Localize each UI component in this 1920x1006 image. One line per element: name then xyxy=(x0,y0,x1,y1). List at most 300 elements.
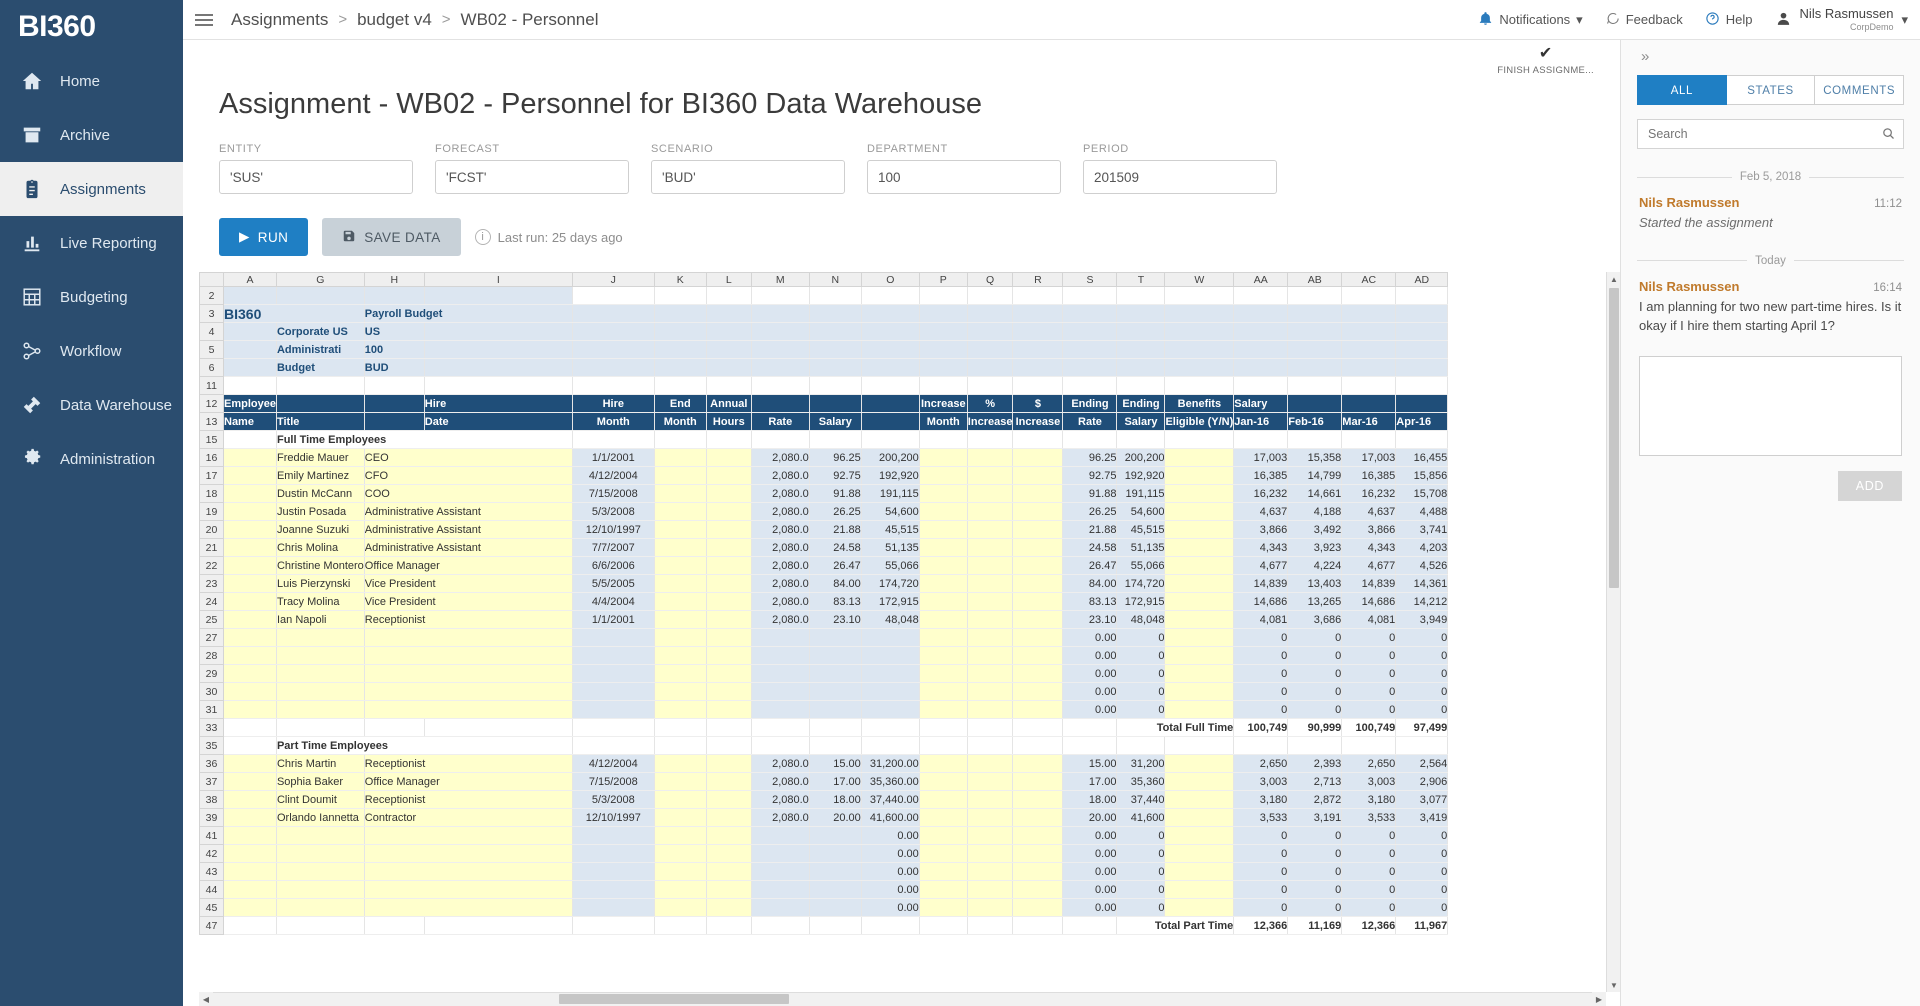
cell[interactable] xyxy=(654,791,706,809)
column-title[interactable] xyxy=(1396,395,1448,413)
cell[interactable] xyxy=(809,341,861,359)
hire-date[interactable] xyxy=(572,899,654,917)
table-row[interactable] xyxy=(200,575,1448,593)
cell[interactable] xyxy=(1117,341,1165,359)
rate[interactable] xyxy=(809,629,861,647)
ending-rate[interactable]: 91.88 xyxy=(1063,485,1117,503)
rate[interactable]: 17.00 xyxy=(809,773,861,791)
cell[interactable] xyxy=(1063,341,1117,359)
cell[interactable] xyxy=(861,287,919,305)
row-header[interactable]: 37 xyxy=(200,773,224,791)
cell[interactable] xyxy=(706,773,751,791)
ending-rate[interactable]: 20.00 xyxy=(1063,809,1117,827)
row-header[interactable]: 12 xyxy=(200,395,224,413)
row-header[interactable]: 23 xyxy=(200,575,224,593)
app-logo[interactable] xyxy=(0,0,183,54)
cell[interactable] xyxy=(1165,557,1234,575)
cell[interactable] xyxy=(224,845,277,863)
month-value[interactable]: 0 xyxy=(1234,827,1288,845)
month-value[interactable]: 0 xyxy=(1342,827,1396,845)
month-value[interactable]: 3,180 xyxy=(1234,791,1288,809)
table-row[interactable] xyxy=(200,845,1448,863)
cell[interactable] xyxy=(224,701,277,719)
cell[interactable] xyxy=(224,485,277,503)
cell[interactable] xyxy=(919,665,967,683)
row-header[interactable]: 42 xyxy=(200,845,224,863)
entity-input[interactable] xyxy=(219,160,413,194)
ending-rate[interactable]: 26.25 xyxy=(1063,503,1117,521)
cell[interactable] xyxy=(364,287,424,305)
employee-title[interactable] xyxy=(364,665,572,683)
cell[interactable] xyxy=(967,809,1013,827)
row-header[interactable]: 36 xyxy=(200,755,224,773)
sidebar-item-data-warehouse[interactable] xyxy=(0,378,183,432)
month-value[interactable]: 4,677 xyxy=(1234,557,1288,575)
column-title[interactable]: Name xyxy=(224,413,277,431)
cell[interactable] xyxy=(1396,737,1448,755)
table-row[interactable] xyxy=(200,863,1448,881)
cell[interactable] xyxy=(1013,683,1063,701)
corner-select-all[interactable] xyxy=(200,273,224,287)
cell[interactable] xyxy=(967,503,1013,521)
cell[interactable] xyxy=(224,665,277,683)
employee-name[interactable]: Tracy Molina xyxy=(276,593,364,611)
cell[interactable] xyxy=(706,449,751,467)
cell[interactable] xyxy=(276,719,364,737)
annual-hours[interactable]: 2,080.0 xyxy=(751,449,809,467)
month-value[interactable]: 0 xyxy=(1288,863,1342,881)
search-icon[interactable] xyxy=(1881,126,1896,141)
salary[interactable]: 41,600.00 xyxy=(861,809,919,827)
cell[interactable] xyxy=(654,719,706,737)
rate[interactable] xyxy=(809,899,861,917)
ending-salary[interactable]: 200,200 xyxy=(1117,449,1165,467)
cell[interactable] xyxy=(1013,755,1063,773)
cell[interactable] xyxy=(706,287,751,305)
sidebar-item-budgeting[interactable] xyxy=(0,270,183,324)
column-header[interactable]: AC xyxy=(1342,273,1396,287)
cell[interactable] xyxy=(1165,827,1234,845)
month-value[interactable]: 3,003 xyxy=(1234,773,1288,791)
employee-title[interactable]: Contractor xyxy=(364,809,572,827)
cell[interactable] xyxy=(919,341,967,359)
employee-name[interactable] xyxy=(276,827,364,845)
column-title[interactable] xyxy=(1288,395,1342,413)
employee-name[interactable]: Christine Montero xyxy=(276,557,364,575)
row-header[interactable]: 30 xyxy=(200,683,224,701)
ending-salary[interactable]: 45,515 xyxy=(1117,521,1165,539)
month-value[interactable]: 15,856 xyxy=(1396,467,1448,485)
month-value[interactable]: 2,650 xyxy=(1342,755,1396,773)
cell[interactable] xyxy=(654,827,706,845)
cell[interactable] xyxy=(224,629,277,647)
employee-title[interactable] xyxy=(364,863,572,881)
cell[interactable] xyxy=(1165,377,1234,395)
sidebar-item-workflow[interactable] xyxy=(0,324,183,378)
row-header[interactable]: 28 xyxy=(200,647,224,665)
salary[interactable] xyxy=(861,701,919,719)
total-label[interactable]: Total Part Time xyxy=(1117,917,1234,935)
cell[interactable] xyxy=(1342,377,1396,395)
cell[interactable] xyxy=(654,899,706,917)
month-value[interactable]: 0 xyxy=(1342,683,1396,701)
salary[interactable]: 48,048 xyxy=(861,611,919,629)
column-title[interactable] xyxy=(809,395,861,413)
cell[interactable] xyxy=(224,755,277,773)
month-value[interactable]: 0 xyxy=(1234,881,1288,899)
ending-salary[interactable]: 0 xyxy=(1117,647,1165,665)
table-row[interactable] xyxy=(200,611,1448,629)
cell[interactable] xyxy=(424,287,572,305)
column-title[interactable] xyxy=(364,413,424,431)
cell[interactable] xyxy=(967,575,1013,593)
cell[interactable] xyxy=(1013,341,1063,359)
column-title[interactable] xyxy=(276,395,364,413)
cell[interactable] xyxy=(919,647,967,665)
month-value[interactable]: 3,003 xyxy=(1342,773,1396,791)
ending-salary[interactable]: 192,920 xyxy=(1117,467,1165,485)
annual-hours[interactable]: 2,080.0 xyxy=(751,485,809,503)
cell[interactable] xyxy=(967,539,1013,557)
cell[interactable] xyxy=(654,431,706,449)
column-header[interactable]: I xyxy=(424,273,572,287)
row-header[interactable]: 39 xyxy=(200,809,224,827)
cell[interactable] xyxy=(1342,341,1396,359)
cell[interactable] xyxy=(1165,503,1234,521)
add-comment-button[interactable]: ADD xyxy=(1838,471,1902,501)
cell[interactable] xyxy=(276,917,364,935)
cell[interactable] xyxy=(572,719,654,737)
row-header[interactable]: 45 xyxy=(200,899,224,917)
cell[interactable] xyxy=(572,341,654,359)
ending-rate[interactable]: 0.00 xyxy=(1063,899,1117,917)
hire-date[interactable] xyxy=(572,845,654,863)
month-value[interactable]: 0 xyxy=(1396,881,1448,899)
month-value[interactable]: 2,393 xyxy=(1288,755,1342,773)
ending-salary[interactable]: 174,720 xyxy=(1117,575,1165,593)
sidebar-item-assignments[interactable] xyxy=(0,162,183,216)
hire-date[interactable]: 4/12/2004 xyxy=(572,467,654,485)
cell[interactable] xyxy=(1396,305,1448,323)
cell[interactable] xyxy=(967,773,1013,791)
table-row[interactable] xyxy=(200,593,1448,611)
cell[interactable] xyxy=(809,287,861,305)
salary[interactable] xyxy=(861,683,919,701)
ending-rate[interactable]: 0.00 xyxy=(1063,647,1117,665)
cell[interactable] xyxy=(1165,539,1234,557)
column-title[interactable] xyxy=(1342,395,1396,413)
cell[interactable] xyxy=(751,719,809,737)
cell[interactable] xyxy=(654,737,706,755)
column-header[interactable]: W xyxy=(1165,273,1234,287)
cell[interactable] xyxy=(572,359,654,377)
cell[interactable] xyxy=(967,737,1013,755)
employee-name[interactable] xyxy=(276,647,364,665)
section-label[interactable]: Full Time Employees xyxy=(276,431,572,449)
department-input[interactable] xyxy=(867,160,1061,194)
row-header[interactable]: 2 xyxy=(200,287,224,305)
column-title[interactable]: Ending xyxy=(1063,395,1117,413)
cell[interactable] xyxy=(706,827,751,845)
cell[interactable] xyxy=(967,719,1013,737)
cell[interactable] xyxy=(1165,521,1234,539)
month-value[interactable]: 0 xyxy=(1342,899,1396,917)
ending-rate[interactable]: 0.00 xyxy=(1063,881,1117,899)
cell[interactable] xyxy=(224,917,277,935)
scroll-left-arrow[interactable]: ◀ xyxy=(199,992,213,1006)
cell[interactable] xyxy=(1342,323,1396,341)
ending-salary[interactable]: 41,600 xyxy=(1117,809,1165,827)
month-value[interactable]: 0 xyxy=(1234,899,1288,917)
month-value[interactable]: 0 xyxy=(1342,845,1396,863)
cell[interactable] xyxy=(919,377,967,395)
cell[interactable] xyxy=(1234,341,1288,359)
cell[interactable] xyxy=(1165,647,1234,665)
month-value[interactable]: 0 xyxy=(1396,863,1448,881)
table-row[interactable] xyxy=(200,665,1448,683)
cell[interactable] xyxy=(1063,719,1117,737)
employee-title[interactable] xyxy=(364,647,572,665)
cell[interactable] xyxy=(1396,287,1448,305)
sheet-meta-value[interactable]: 100 xyxy=(364,341,424,359)
table-row[interactable] xyxy=(200,341,1448,359)
month-value[interactable]: 4,081 xyxy=(1342,611,1396,629)
month-value[interactable]: 3,533 xyxy=(1234,809,1288,827)
row-header[interactable]: 6 xyxy=(200,359,224,377)
annual-hours[interactable] xyxy=(751,629,809,647)
cell[interactable] xyxy=(919,593,967,611)
sidebar-item-live-reporting[interactable] xyxy=(0,216,183,270)
month-value[interactable]: 13,403 xyxy=(1288,575,1342,593)
month-value[interactable]: 0 xyxy=(1342,863,1396,881)
column-title[interactable]: Annual xyxy=(706,395,751,413)
cell[interactable] xyxy=(706,881,751,899)
employee-name[interactable]: Chris Martin xyxy=(276,755,364,773)
column-title[interactable]: Salary xyxy=(809,413,861,431)
cell[interactable] xyxy=(1165,467,1234,485)
employee-title[interactable] xyxy=(364,683,572,701)
cell[interactable] xyxy=(654,647,706,665)
cell[interactable] xyxy=(572,377,654,395)
cell[interactable] xyxy=(967,305,1013,323)
cell[interactable] xyxy=(1013,899,1063,917)
column-title[interactable]: Benefits xyxy=(1165,395,1234,413)
cell[interactable] xyxy=(1165,359,1234,377)
row-header[interactable]: 25 xyxy=(200,611,224,629)
cell[interactable] xyxy=(654,683,706,701)
employee-name[interactable] xyxy=(276,665,364,683)
month-value[interactable]: 2,564 xyxy=(1396,755,1448,773)
total-row[interactable] xyxy=(200,917,1448,935)
annual-hours[interactable]: 2,080.0 xyxy=(751,575,809,593)
annual-hours[interactable]: 2,080.0 xyxy=(751,611,809,629)
cell[interactable] xyxy=(919,917,967,935)
hire-date[interactable]: 4/12/2004 xyxy=(572,755,654,773)
cell[interactable] xyxy=(1117,359,1165,377)
cell[interactable] xyxy=(967,521,1013,539)
cell[interactable] xyxy=(967,791,1013,809)
month-value[interactable]: 14,212 xyxy=(1396,593,1448,611)
employee-name[interactable]: Justin Posada xyxy=(276,503,364,521)
cell[interactable] xyxy=(1165,341,1234,359)
month-value[interactable]: 0 xyxy=(1396,665,1448,683)
employee-name[interactable]: Freddie Mauer xyxy=(276,449,364,467)
cell[interactable] xyxy=(224,503,277,521)
ending-salary[interactable]: 54,600 xyxy=(1117,503,1165,521)
ending-rate[interactable]: 0.00 xyxy=(1063,845,1117,863)
row-header[interactable]: 4 xyxy=(200,323,224,341)
month-value[interactable]: 3,741 xyxy=(1396,521,1448,539)
ending-rate[interactable]: 23.10 xyxy=(1063,611,1117,629)
run-button[interactable] xyxy=(219,218,308,256)
cell[interactable] xyxy=(1165,809,1234,827)
cell[interactable] xyxy=(861,305,919,323)
spreadsheet[interactable] xyxy=(199,272,1620,1006)
cell[interactable] xyxy=(1396,359,1448,377)
cell[interactable] xyxy=(967,377,1013,395)
employee-title[interactable]: Administrative Assistant xyxy=(364,539,572,557)
column-title[interactable] xyxy=(364,395,424,413)
scroll-down-arrow[interactable]: ▼ xyxy=(1607,978,1620,992)
month-value[interactable]: 4,637 xyxy=(1234,503,1288,521)
cell[interactable] xyxy=(364,719,424,737)
table-row[interactable] xyxy=(200,323,1448,341)
column-title[interactable]: Month xyxy=(919,413,967,431)
month-value[interactable]: 4,343 xyxy=(1342,539,1396,557)
month-value[interactable]: 4,488 xyxy=(1396,503,1448,521)
cell[interactable] xyxy=(1165,449,1234,467)
rate[interactable] xyxy=(809,845,861,863)
cell[interactable] xyxy=(654,809,706,827)
cell[interactable] xyxy=(1013,485,1063,503)
hire-date[interactable]: 5/3/2008 xyxy=(572,503,654,521)
month-value[interactable]: 0 xyxy=(1396,845,1448,863)
cell[interactable] xyxy=(706,737,751,755)
sheet-meta-label[interactable]: Administrati xyxy=(276,341,364,359)
employee-name[interactable] xyxy=(276,683,364,701)
annual-hours[interactable]: 2,080.0 xyxy=(751,809,809,827)
cell[interactable] xyxy=(572,431,654,449)
annual-hours[interactable]: 2,080.0 xyxy=(751,593,809,611)
cell[interactable] xyxy=(967,899,1013,917)
cell[interactable] xyxy=(1165,287,1234,305)
cell[interactable] xyxy=(967,323,1013,341)
row-header[interactable]: 3 xyxy=(200,305,224,323)
ending-rate[interactable]: 24.58 xyxy=(1063,539,1117,557)
month-value[interactable]: 0 xyxy=(1234,845,1288,863)
column-header[interactable]: K xyxy=(654,273,706,287)
month-value[interactable]: 0 xyxy=(1288,881,1342,899)
cell[interactable] xyxy=(751,431,809,449)
cell[interactable] xyxy=(654,359,706,377)
column-title[interactable]: Month xyxy=(654,413,706,431)
table-row[interactable] xyxy=(200,773,1448,791)
hire-date[interactable] xyxy=(572,827,654,845)
cell[interactable] xyxy=(809,737,861,755)
cell[interactable] xyxy=(1288,305,1342,323)
cell[interactable] xyxy=(1396,341,1448,359)
employee-name[interactable] xyxy=(276,899,364,917)
cell[interactable] xyxy=(861,341,919,359)
cell[interactable] xyxy=(919,521,967,539)
header-row[interactable] xyxy=(200,395,1448,413)
cell[interactable] xyxy=(1013,539,1063,557)
cell[interactable] xyxy=(1342,737,1396,755)
table-row[interactable] xyxy=(200,305,1448,323)
month-value[interactable]: 0 xyxy=(1342,665,1396,683)
month-value[interactable]: 0 xyxy=(1288,683,1342,701)
row-header[interactable]: 11 xyxy=(200,377,224,395)
sheet-meta-label[interactable]: Corporate US xyxy=(276,323,364,341)
cell[interactable] xyxy=(1288,359,1342,377)
ending-rate[interactable]: 84.00 xyxy=(1063,575,1117,593)
employee-title[interactable]: CEO xyxy=(364,449,572,467)
salary[interactable]: 51,135 xyxy=(861,539,919,557)
cell[interactable] xyxy=(809,377,861,395)
month-value[interactable]: 13,265 xyxy=(1288,593,1342,611)
employee-title[interactable]: COO xyxy=(364,485,572,503)
cell[interactable] xyxy=(1165,755,1234,773)
month-value[interactable]: 16,385 xyxy=(1342,467,1396,485)
month-value[interactable]: 16,232 xyxy=(1234,485,1288,503)
cell[interactable] xyxy=(1342,287,1396,305)
cell[interactable] xyxy=(706,341,751,359)
cell[interactable] xyxy=(424,341,572,359)
cell[interactable] xyxy=(1013,881,1063,899)
cell[interactable] xyxy=(224,881,277,899)
cell[interactable] xyxy=(1396,431,1448,449)
cell[interactable] xyxy=(967,863,1013,881)
cell[interactable] xyxy=(224,773,277,791)
cell[interactable] xyxy=(1165,323,1234,341)
total-value[interactable]: 100,749 xyxy=(1234,719,1288,737)
month-value[interactable]: 0 xyxy=(1396,683,1448,701)
ending-salary[interactable]: 55,066 xyxy=(1117,557,1165,575)
column-header[interactable]: AB xyxy=(1288,273,1342,287)
hire-date[interactable] xyxy=(572,683,654,701)
cell[interactable] xyxy=(706,467,751,485)
cell[interactable] xyxy=(967,665,1013,683)
month-value[interactable]: 0 xyxy=(1288,827,1342,845)
cell[interactable] xyxy=(224,341,277,359)
cell[interactable] xyxy=(919,683,967,701)
cell[interactable] xyxy=(706,701,751,719)
cell[interactable] xyxy=(1063,377,1117,395)
employee-title[interactable]: Office Manager xyxy=(364,557,572,575)
hire-date[interactable] xyxy=(572,881,654,899)
rate[interactable]: 20.00 xyxy=(809,809,861,827)
cell[interactable] xyxy=(1013,503,1063,521)
cell[interactable] xyxy=(706,431,751,449)
month-value[interactable]: 0 xyxy=(1342,881,1396,899)
cell[interactable] xyxy=(224,791,277,809)
spreadsheet-body[interactable] xyxy=(200,287,1448,935)
cell[interactable] xyxy=(919,773,967,791)
hire-date[interactable]: 12/10/1997 xyxy=(572,521,654,539)
ending-salary[interactable]: 0 xyxy=(1117,827,1165,845)
cell[interactable] xyxy=(919,899,967,917)
month-value[interactable]: 3,180 xyxy=(1342,791,1396,809)
cell[interactable] xyxy=(1117,377,1165,395)
cell[interactable] xyxy=(706,791,751,809)
employee-title[interactable]: Receptionist xyxy=(364,611,572,629)
row-header[interactable]: 5 xyxy=(200,341,224,359)
cell[interactable] xyxy=(1117,431,1165,449)
cell[interactable] xyxy=(919,881,967,899)
rate[interactable]: 15.00 xyxy=(809,755,861,773)
cell[interactable] xyxy=(1013,377,1063,395)
horizontal-scroll-thumb[interactable] xyxy=(559,994,789,1004)
